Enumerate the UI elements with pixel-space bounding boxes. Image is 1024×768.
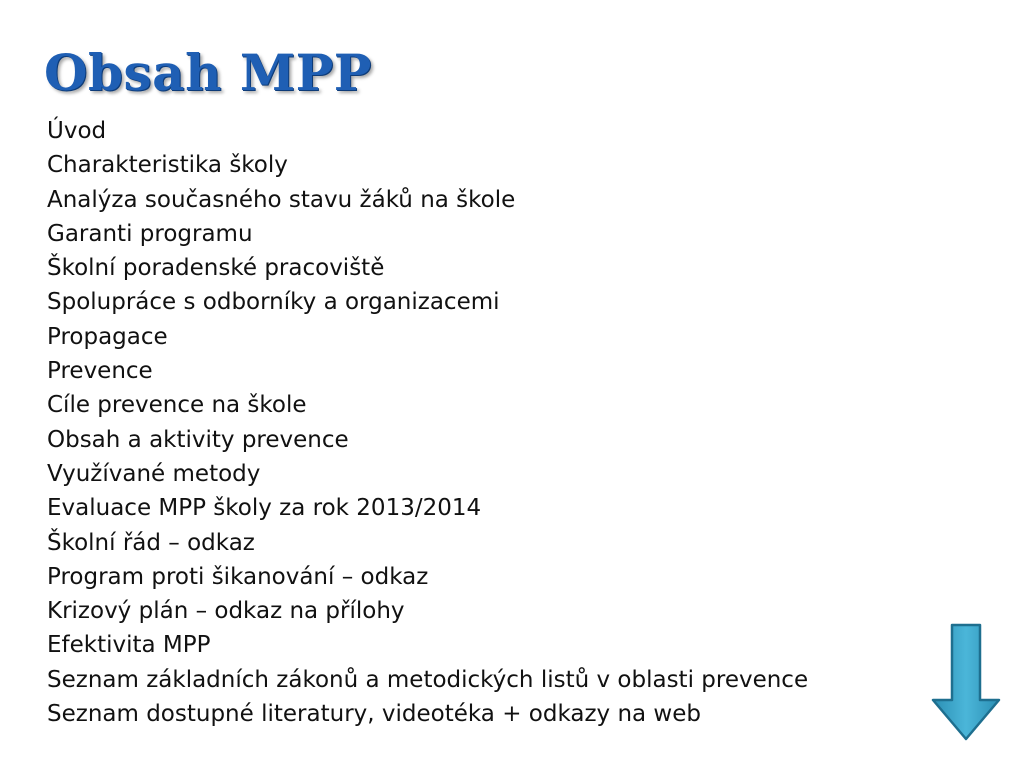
list-item[interactable]: Analýza současného stavu žáků na škole <box>47 186 516 213</box>
list-item[interactable]: Krizový plán – odkaz na přílohy <box>47 598 405 625</box>
list-item[interactable]: Cíle prevence na škole <box>47 392 307 419</box>
list-item[interactable]: Využívané metody <box>47 460 261 487</box>
list-item[interactable]: Propagace <box>47 323 168 350</box>
list-item[interactable]: Evaluace MPP školy za rok 2013/2014 <box>47 495 482 522</box>
list-item[interactable]: Charakteristika školy <box>47 152 288 179</box>
list-item[interactable]: Obsah a aktivity prevence <box>47 426 349 453</box>
arrow-down-icon <box>930 622 1002 742</box>
list-item[interactable]: Úvod <box>47 118 107 144</box>
list-item[interactable]: Efektivita MPP <box>47 632 211 659</box>
slide-title: Obsah MPP <box>44 43 372 102</box>
list-item[interactable]: Školní poradenské pracoviště <box>47 255 385 282</box>
list-item[interactable]: Seznam základních zákonů a metodických listů v oblasti prevence <box>47 666 809 693</box>
list-item[interactable]: Seznam dostupné literatury, videotéka + odkazy na web <box>47 701 701 728</box>
list-item[interactable]: Garanti programu <box>47 220 253 247</box>
list-item[interactable]: Školní řád – odkaz <box>47 529 255 556</box>
list-item[interactable]: Program proti šikanování – odkaz <box>47 563 429 590</box>
next-slide-button[interactable] <box>930 622 1002 742</box>
list-item[interactable]: Spolupráce s odborníky a organizacemi <box>47 289 500 316</box>
list-item[interactable]: Prevence <box>47 358 153 385</box>
table-of-contents <box>47 114 808 731</box>
